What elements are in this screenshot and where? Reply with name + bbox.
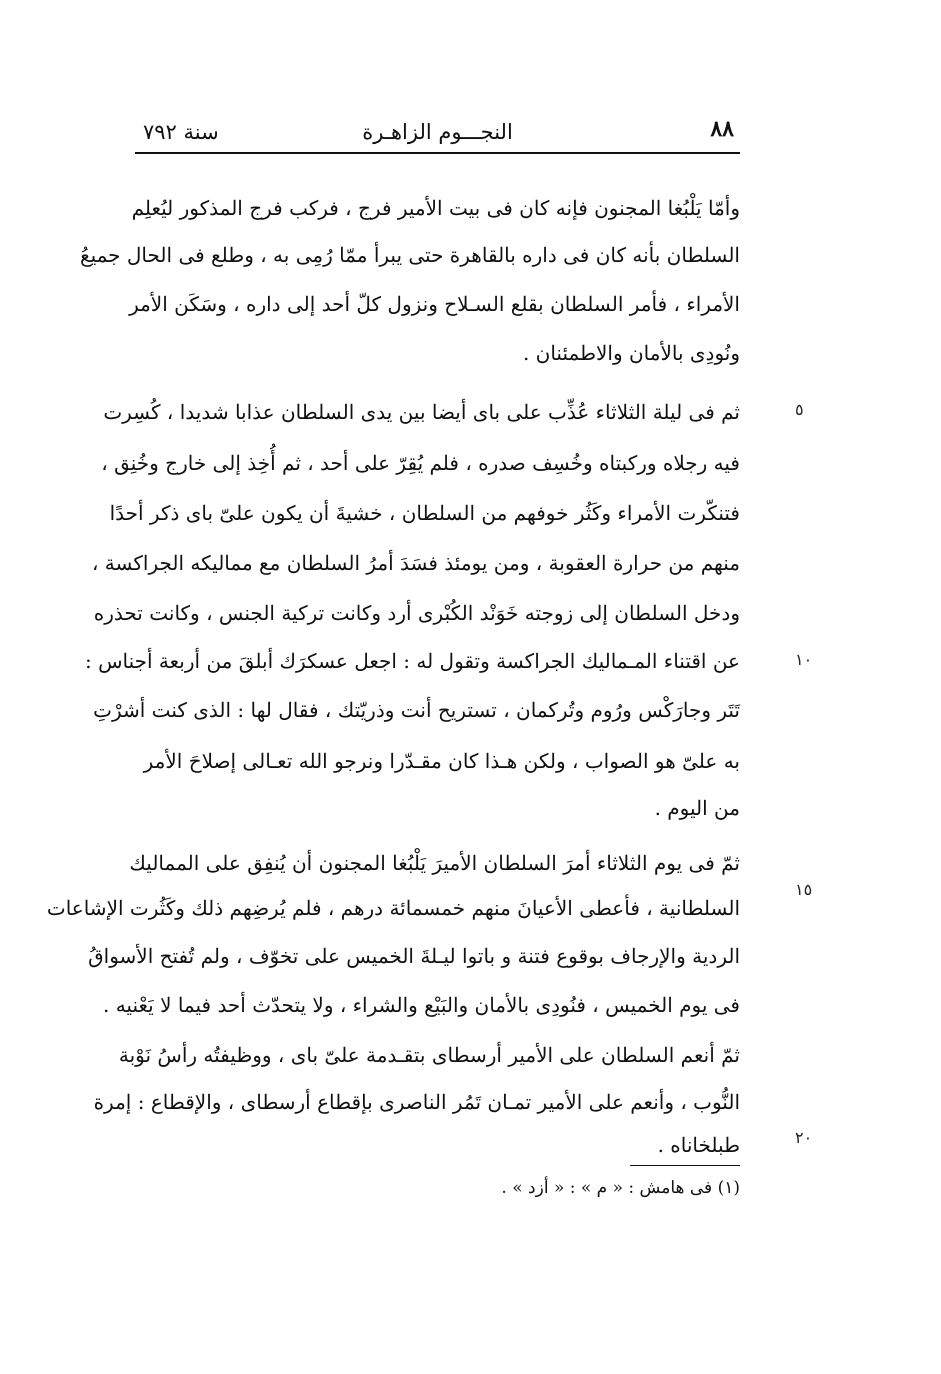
text-line: ثم فى ليلة الثلاثاء عُذِّب على باى أيضا بين يدى السلطان عذابا شديدا ، كُسِرت [103, 400, 740, 424]
page-header [135, 110, 740, 154]
text-line: من اليوم . [654, 796, 740, 820]
text-line: ثمّ أنعم السلطان على الأمير أرسطاى بتقـدمة علىّ باى ، ووظيفتُه رأسُ نَوْبة [118, 1043, 740, 1067]
text-line: الأمراء ، فأمر السلطان بقلع السـلاح ونزول كلّ أحد إلى داره ، وسَكَن الأمر [129, 292, 740, 316]
line-number: ١٥ [795, 880, 813, 899]
footnote-rule [630, 1165, 740, 1166]
text-line: فيه رجلاه وركبتاه وخُسِف صدره ، فلم يُقِرّ على أحد ، ثم أُخِذ إلى خارج وخُنِق ، [101, 451, 740, 475]
text-line: ودخل السلطان إلى زوجته خَوَنْد الكُبْرى أرد وكانت تركية الجنس ، وكانت تحذره [93, 601, 740, 625]
line-number: ٥ [795, 400, 804, 419]
text-line: فى يوم الخميس ، فنُودِى بالأمان والبَيْع والشراء ، ولا يتحدّث أحد فيما لا يَعْنيه . [102, 993, 740, 1017]
line-number: ١٠ [795, 650, 813, 669]
line-number: ٢٠ [795, 1128, 813, 1147]
text-line: ثمّ فى يوم الثلاثاء أمرَ السلطان الأميرَ يَلْبُغا المجنون أن يُنفِق على المماليك [129, 851, 740, 875]
text-line: طبلخاناه . [657, 1133, 740, 1157]
text-line: النُّوب ، وأنعم على الأمير تمـان تَمُر الناصرى بإقطاع أرسطاى ، والإقطاع : إمرة [93, 1090, 740, 1114]
text-line: ونُودِى بالأمان والاطمئنان . [522, 341, 740, 365]
header-rule [135, 152, 740, 154]
text-line: السلطانية ، فأعطى الأعيانَ منهم خمسمائة درهم ، فلم يُرضِهم ذلك وكَثُرت الإشاعات [46, 896, 740, 920]
header-title: النجـــوم الزاهـرة [362, 120, 513, 144]
text-line: عن اقتناء المـماليك الجراكسة وتقول له : اجعل عسكرَك أبلقَ من أربعة أجناس : [85, 649, 740, 673]
text-line: منهم من حرارة العقوبة ، ومن يومئذ فسَدَ أمرُ السلطان مع مماليكه الجراكسة ، [91, 551, 740, 575]
text-line: وأمّا يَلْبُغا المجنون فإنه كان فى بيت الأمير فرج ، فركب فرج المذكور ليُعلِم [131, 196, 740, 220]
text-line: الردية والإرجاف بوقوع فتنة و باتوا ليـلةَ الخميس على تخوّف ، ولم تُفتح الأسواقُ [88, 944, 740, 968]
text-line: به علىّ هو الصواب ، ولكن هـذا كان مقـدّرا ونرجو الله تعـالى إصلاحَ الأمر [143, 749, 740, 773]
text-line: تَتَر وجارَكْس ورُوم وتُركمان ، تستريح أنت وذريّتك ، فقال لها : الذى كنت أشرْتِ [93, 698, 740, 722]
text-line: فتنكّرت الأمراء وكَثُر خوفهم من السلطان ، خشيةَ أن يكون علىّ باى ذكر أحدًا [109, 501, 740, 525]
footnote: (١) فى هامش : « م » : « أزد » . [501, 1178, 740, 1198]
header-year: سنة ٧٩٢ [143, 120, 219, 144]
page-number: ٨٨ [710, 116, 734, 142]
text-line: السلطان بأنه كان فى داره بالقاهرة حتى يبرأ ممّا رُمِى به ، وطلع فى الحال جميعُ [79, 243, 740, 267]
